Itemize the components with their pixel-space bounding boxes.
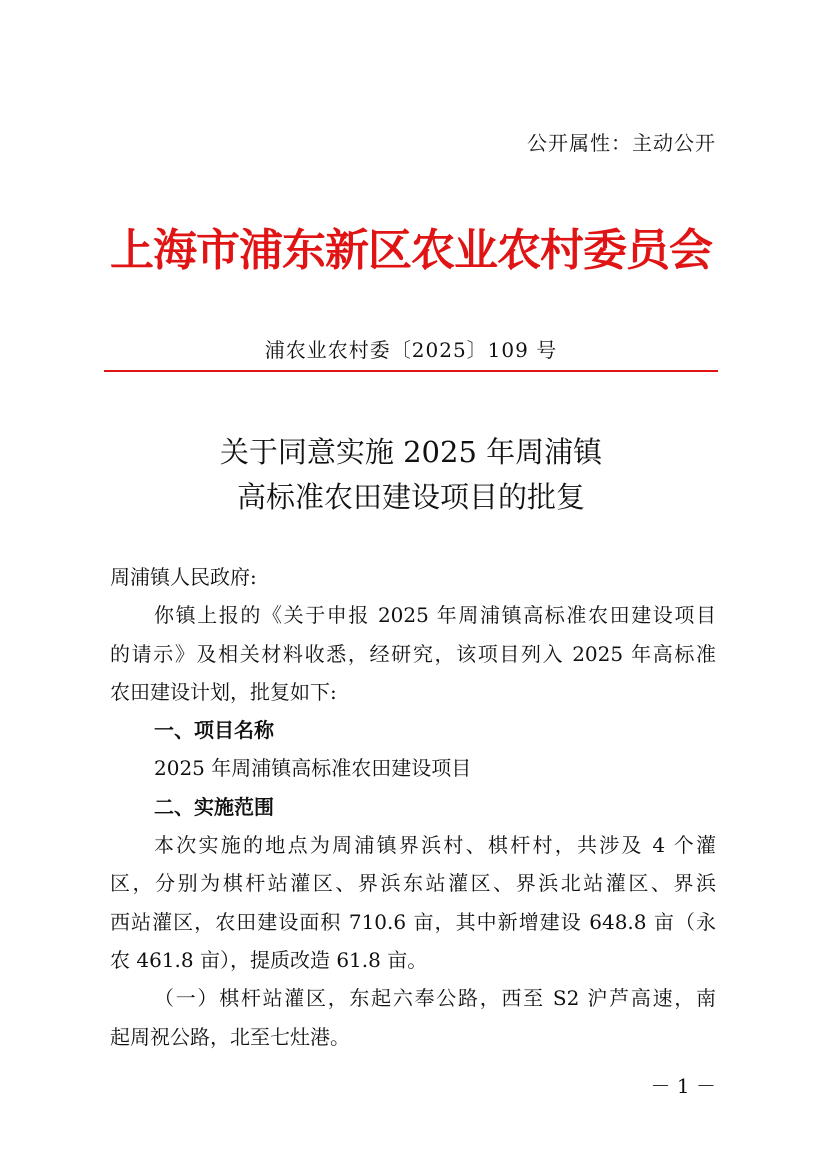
disclosure-label: 公开属性：主动公开 xyxy=(527,131,716,155)
intro-line-2: 的请示》及相关材料收悉，经研究，该项目列入 2025 年高标准 xyxy=(110,641,716,666)
red-divider-line xyxy=(104,370,718,372)
section-1-text: 2025 年周浦镇高标准农田建设项目 xyxy=(154,756,472,781)
document-title xyxy=(104,430,718,520)
section-2-heading: 二、实施范围 xyxy=(154,794,274,819)
issuing-organization: 上海市浦东新区农业农村委员会 xyxy=(110,225,712,276)
section-1-heading: 一、项目名称 xyxy=(154,718,274,743)
page-number: － 1 － xyxy=(650,1074,716,1098)
section-2-line-3: 西站灌区，农田建设面积 710.6 亩，其中新增建设 648.8 亩（永 xyxy=(110,909,716,934)
document-number: 浦农业农村委〔2025〕109 号 xyxy=(264,338,558,362)
document-title-line-2: 高标准农田建设项目的批复 xyxy=(236,480,585,514)
subsection-1-line-2: 起周祝公路，北至七灶港。 xyxy=(110,1024,350,1049)
section-2-line-4: 农 461.8 亩），提质改造 61.8 亩。 xyxy=(110,947,428,972)
section-2-line-1: 本次实施的地点为周浦镇界浜村、棋杆村，共涉及 4 个灌 xyxy=(154,833,716,858)
document-body xyxy=(110,558,716,1056)
intro-line-1: 你镇上报的《关于申报 2025 年周浦镇高标准农田建设项目 xyxy=(154,603,716,628)
document-title-line-1: 关于同意实施 2025 年周浦镇 xyxy=(219,435,603,469)
section-2-line-2: 区，分别为棋杆站灌区、界浜东站灌区、界浜北站灌区、界浜 xyxy=(110,871,716,896)
intro-line-3: 农田建设计划，批复如下: xyxy=(110,679,337,704)
salutation: 周浦镇人民政府: xyxy=(110,565,257,589)
subsection-1-line-1: （一）棋杆站灌区，东起六奉公路，西至 S2 沪芦高速，南 xyxy=(154,986,716,1011)
